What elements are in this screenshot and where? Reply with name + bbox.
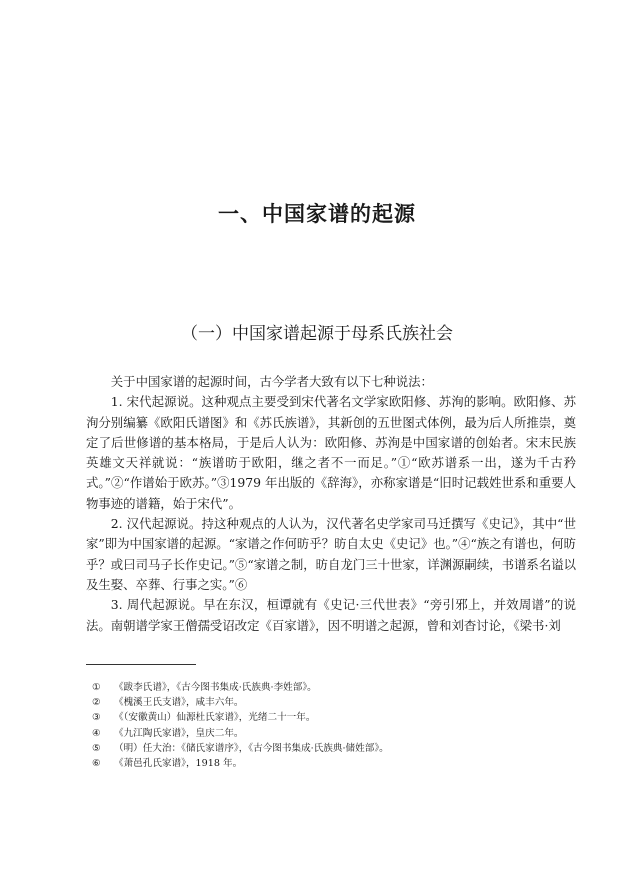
footnote-item [92, 726, 572, 741]
footnote-text: 《九江陶氏家谱》，皇庆二年。 [114, 727, 244, 739]
footnote-divider [86, 664, 196, 665]
footnote-number: ⑤ [92, 742, 101, 754]
footnote-text: 《（安徽黄山）仙源杜氏家谱》，光绪二十一年。 [114, 712, 316, 724]
paragraph-zhou-origin: 3. 周代起源说。早在东汉，桓谭就有《史记·三代世表》“旁引邪上，并效周谱”的说法。南朝谱学家王僧孺受诏改定《百家谱》，因不明谱之起源，曾和刘杳讨论，《梁书·刘 [86, 597, 576, 633]
footnotes [92, 680, 572, 771]
footnote-item [92, 695, 572, 710]
footnote-text: 《跋李氏谱》，《古今图书集成·氏族典·李姓部》。 [114, 682, 317, 693]
footnote-text: 《萧邑孔氏家谱》，1918 年。 [114, 758, 243, 770]
paragraph-han-origin: 2. 汉代起源说。持这种观点的人认为，汉代著名史学家司马迁撰写《史记》，其中“世家”即为中国家谱的起源。“家谱之作何昉乎？昉自太史《史记》也。”④“族之有谱也，何昉乎？或曰司马子长作史记。”⑤“家谱之制，昉自龙门三十世家，详渊源嗣续，书谱系名谥以及生娶、卒葬、行事之实。”⑥ [86, 516, 576, 592]
footnote-item [92, 710, 572, 725]
footnote-number: ④ [92, 727, 101, 739]
chapter-title: 一、中国家谱的起源 [218, 202, 416, 226]
body-text [86, 372, 576, 636]
footnote-item [92, 741, 572, 756]
footnote-number: ② [92, 697, 101, 709]
paragraph-intro: 关于中国家谱的起源时间，古今学者大致有以下七种说法： [110, 374, 433, 389]
paragraph-song-origin: 1. 宋代起源说。这种观点主要受到宋代著名文学家欧阳修、苏洵的影响。欧阳修、苏洵分别编纂《欧阳氏谱图》和《苏氏族谱》，其新创的五世图式体例，最为后人所推崇，奠定了后世修谱的基本格局，于是后人认为：欧阳修、苏洵是中国家谱的创始者。宋末民族英雄文天祥就说：“族谱昉于欧阳，继之者不一而足。”①“欧苏谱系一出，遂为千古矜式。”②“作谱始于欧苏。”③1979 年出版的《辞海》，亦称家谱是“旧时记载姓世系和重要人物事迹的谱籍，始于宋代”。 [86, 394, 576, 511]
footnote-number: ⑥ [92, 758, 101, 770]
footnote-text: 《槐溪王氏支谱》，咸丰六年。 [114, 697, 244, 709]
footnote-number: ③ [92, 712, 101, 724]
footnote-number: ① [92, 682, 101, 693]
footnote-item [92, 756, 572, 771]
section-title: （一）中国家谱起源于母系氏族社会 [181, 324, 453, 344]
footnote-item [92, 680, 572, 695]
footnote-text: （明）任大治：《储氏家谱序》，《古今图书集成·氏族典·储姓部》。 [114, 742, 389, 754]
